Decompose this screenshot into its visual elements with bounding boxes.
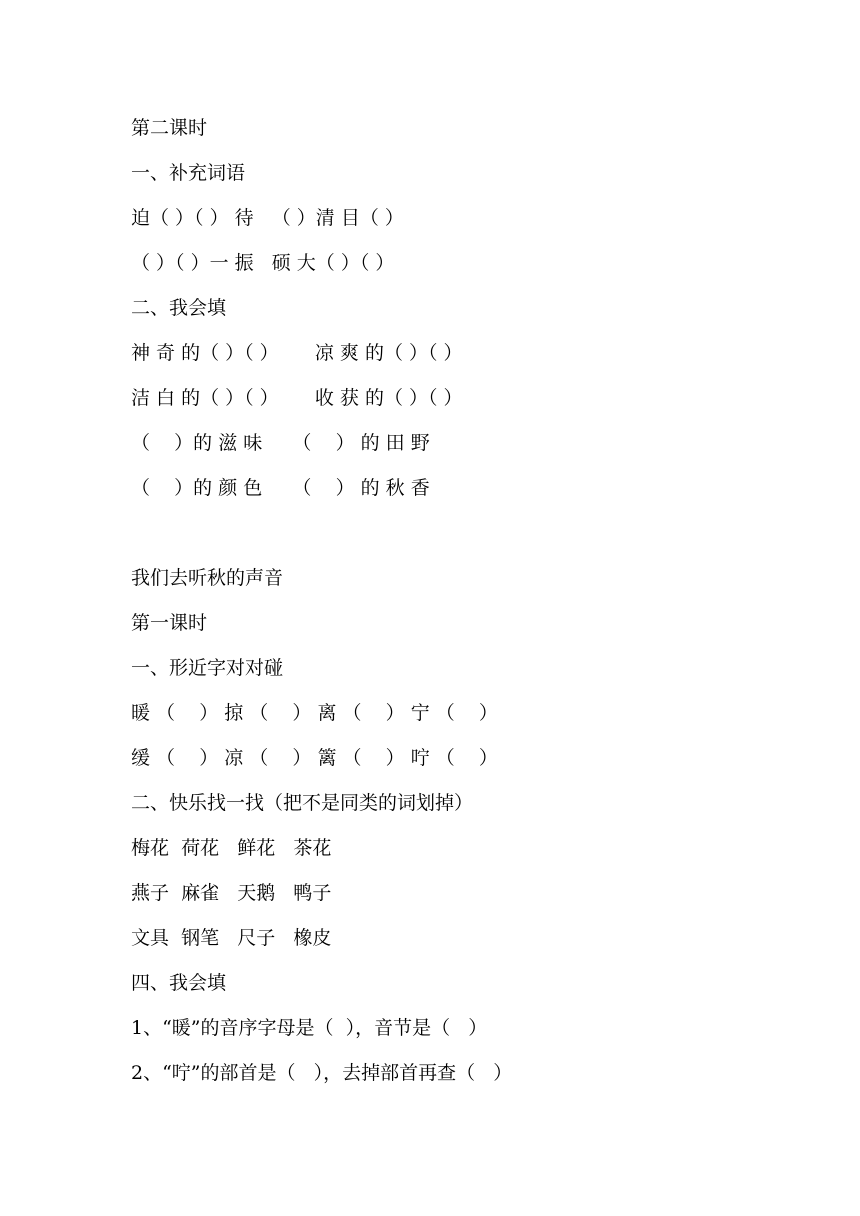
fill-in-row-3: （ ）的 滋 味 （ ） 的 田 野 [131,432,430,454]
lesson-heading-2: 第二课时 [131,117,208,139]
lesson-heading-1: 第一课时 [131,612,208,634]
fill-words-row-2: （ ）（ ）一 振 硕 大（ ）（ ） [131,252,395,274]
exercise-title-similar-chars: 一、形近字对对碰 [131,657,284,679]
dictionary-question-2: 2、“咛”的部首是（ ），去掉部首再查（ ） [131,1062,513,1084]
exercise-title-fill-in: 二、我会填 [131,297,227,319]
fill-in-row-2: 洁 白 的（ ）（ ） 收 获 的（ ）（ ） [131,387,463,409]
text-title: 我们去听秋的声音 [131,567,284,589]
exercise-title-fill-in-4: 四、我会填 [131,972,227,994]
fill-in-row-4: （ ）的 颜 色 （ ） 的 秋 香 [131,477,430,499]
fill-words-row-1: 迫（ ）（ ） 待 （ ）清 目（ ） [131,207,404,229]
fill-in-row-1: 神 奇 的（ ）（ ） 凉 爽 的（ ）（ ） [131,342,463,364]
similar-chars-row-1: 暖 （ ） 掠 （ ） 离 （ ） 宁 （ ） [131,702,498,724]
similar-chars-row-2: 缓 （ ） 凉 （ ） 篱 （ ） 咛 （ ） [131,747,498,769]
exercise-title-fill-words: 一、补充词语 [131,162,246,184]
exercise-title-odd-one-out: 二、快乐找一找（把不是同类的词划掉） [131,792,474,814]
dictionary-question-1: 1、“暖”的音序字母是（ ），音节是（ ） [131,1017,488,1039]
odd-one-out-row-1: 梅花 荷花 鲜花 茶花 [131,837,332,859]
odd-one-out-row-3: 文具 钢笔 尺子 橡皮 [131,927,332,949]
odd-one-out-row-2: 燕子 麻雀 天鹅 鸭子 [131,882,332,904]
